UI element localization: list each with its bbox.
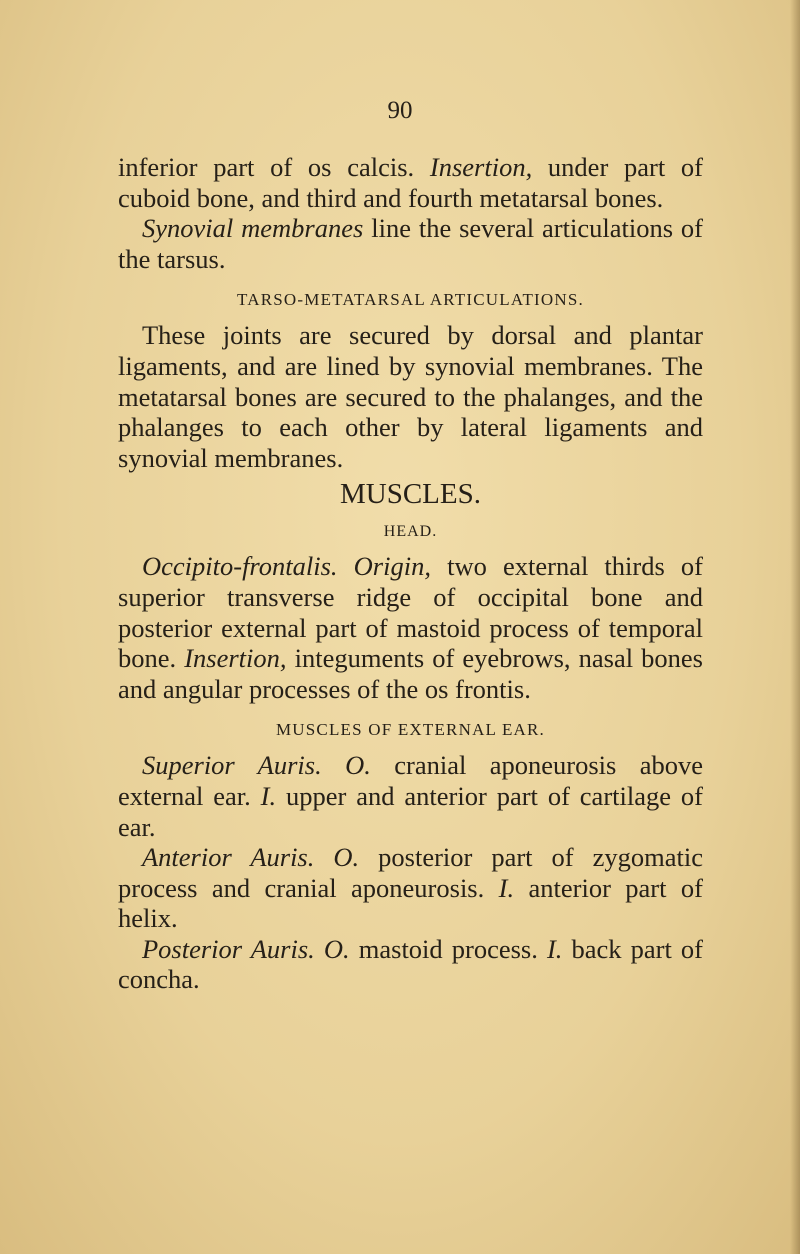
text: under part of cuboid bone, and third and fourth metatarsal bones. (118, 152, 703, 213)
heading-muscles: MUSCLES. (339, 478, 481, 511)
text: upper and anterior part of cartilage of ear. (118, 780, 703, 842)
text: two external thirds of superior transverse ridge of occipital bone and posterior external part of mastoid process of temporal bone. (118, 551, 703, 674)
text: mastoid process. (349, 933, 547, 964)
insertion-label: I. (546, 933, 563, 964)
term: Posterior Auris. (142, 933, 315, 964)
text: inferior part of os calcis. (118, 152, 430, 182)
text: back part of concha. (118, 933, 704, 995)
text: line the several articulations of the tarsus. (118, 213, 703, 274)
text: cranial aponeurosis above external ear. (118, 750, 703, 811)
paragraph-superior-auris (118, 750, 703, 842)
paragraph-anterior-auris (118, 842, 703, 934)
text: integuments of eyebrows, nasal bones and angular processes of the os frontis. (118, 643, 703, 704)
text: posterior part of zygomatic process and cranial aponeurosis. (118, 842, 703, 903)
paragraph-joints: These joints are secured by dorsal and plantar ligaments, and are lined by synovial membranes. The metatarsal bones are secured to the phalanges, and the phalanges to each other by lateral ligaments and synovial membranes. (118, 320, 703, 473)
heading-head: HEAD. (383, 523, 438, 541)
insertion-label: Insertion, (429, 152, 533, 182)
insertion-label: Insertion, (184, 643, 287, 674)
paragraph-synovial (118, 213, 703, 274)
insertion-label: I. (498, 872, 515, 903)
heading-tarso-metatarsal: TARSO-METATARSAL ARTICULATIONS. (237, 290, 584, 310)
term: Superior Auris. (142, 750, 322, 781)
paragraph-calcis (118, 152, 703, 213)
term: Synovial membranes (142, 213, 364, 244)
text: anterior part of helix. (118, 872, 703, 934)
origin-label: O. (345, 750, 371, 781)
term: Occipito-frontalis. (142, 551, 338, 582)
insertion-label: I. (260, 780, 277, 811)
page-number: 90 (387, 97, 413, 124)
body-text (118, 152, 703, 995)
term: Anterior Auris. (142, 842, 315, 873)
origin-label: O. (323, 933, 350, 964)
heading-external-ear: MUSCLES OF EXTERNAL EAR. (275, 720, 546, 740)
origin-label: Origin, (353, 551, 431, 582)
paragraph-posterior-auris (118, 934, 703, 995)
origin-label: O. (333, 842, 360, 873)
paragraph-occipito-frontalis (118, 551, 703, 704)
page-edge-shadow (790, 0, 800, 1254)
